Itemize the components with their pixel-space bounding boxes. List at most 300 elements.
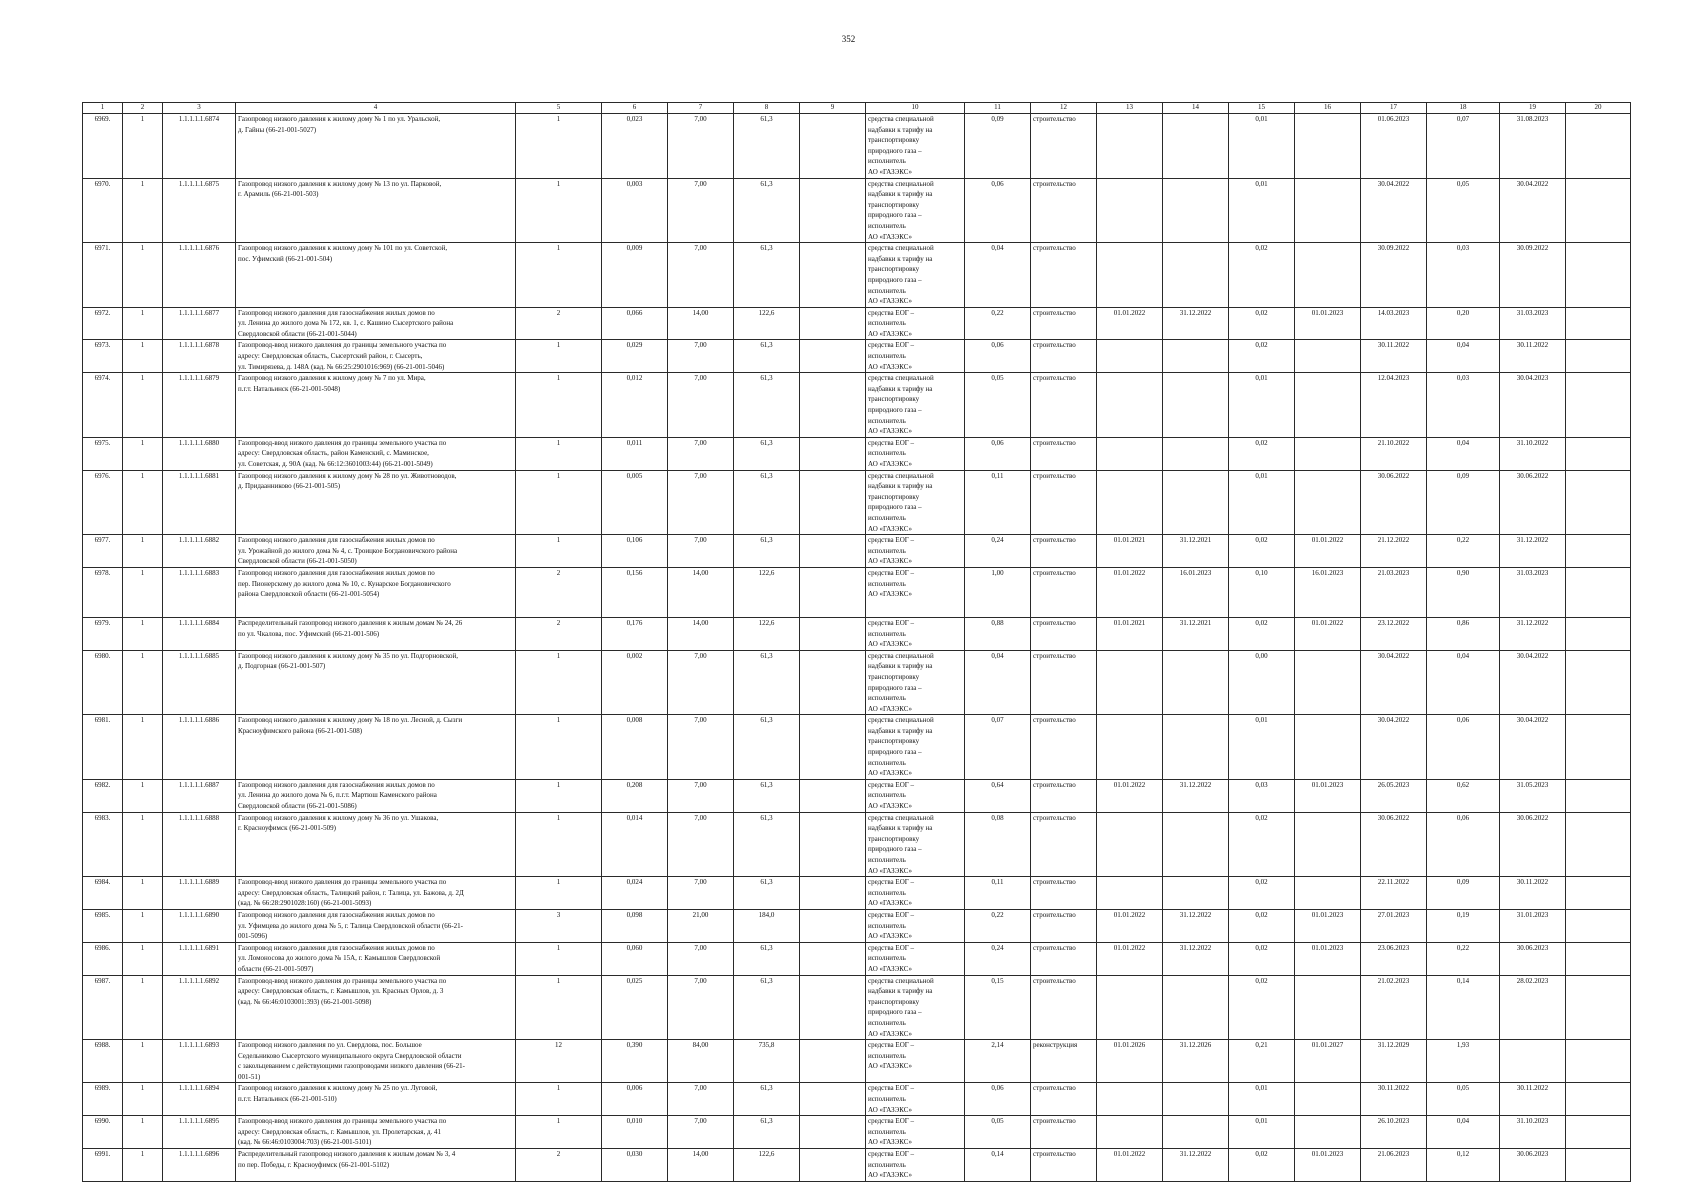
object-code: 1.1.1.1.1.6885 (163, 650, 236, 715)
row-number: 6973. (83, 340, 123, 373)
cell-col2: 1 (123, 975, 163, 1040)
cost-total: 0,04 (965, 650, 1031, 715)
date-col19: 31.08.2023 (1500, 114, 1566, 179)
cell-col2: 1 (123, 779, 163, 812)
cost-total: 0,24 (965, 535, 1031, 568)
date-col19: 31.03.2023 (1500, 307, 1566, 340)
commission-date: 30.11.2022 (1361, 340, 1427, 373)
funding-source: средства ЕОГ – исполнитель АО «ГАЗЭКС» (866, 340, 965, 373)
object-code: 1.1.1.1.1.6887 (163, 779, 236, 812)
start-date: 01.01.2022 (1097, 567, 1163, 617)
cell-col2: 1 (123, 1040, 163, 1083)
object-code: 1.1.1.1.1.6888 (163, 812, 236, 877)
length-km: 0,023 (602, 114, 668, 179)
cost-col18: 0,22 (1427, 535, 1500, 568)
cell-col20 (1566, 437, 1631, 470)
end-date (1163, 178, 1229, 243)
cell-col2: 1 (123, 178, 163, 243)
date-col19: 30.04.2022 (1500, 715, 1566, 780)
object-description: Газопровод низкого давления к жилому дому № 36 по ул. Ушакова, г. Красноуфимск (66-21-001-509) (236, 812, 516, 877)
quantity: 1 (516, 470, 602, 535)
start-date (1097, 1116, 1163, 1149)
value-col8: 61,3 (734, 812, 800, 877)
column-header-3: 3 (163, 103, 236, 114)
date-col16: 01.01.2022 (1295, 535, 1361, 568)
cost-col15: 0,02 (1229, 617, 1295, 650)
row-number: 6986. (83, 942, 123, 975)
cost-col18: 0,06 (1427, 812, 1500, 877)
length-km: 0,005 (602, 470, 668, 535)
work-type: строительство (1031, 942, 1097, 975)
capacity: 7,00 (668, 779, 734, 812)
capacity: 14,00 (668, 1149, 734, 1182)
funding-source: средства ЕОГ – исполнитель АО «ГАЗЭКС» (866, 1040, 965, 1083)
table-row (83, 975, 1631, 1040)
cost-col18: 0,12 (1427, 1149, 1500, 1182)
object-description: Газопровод низкого давления для газоснабжения жилых домов по пер. Пионерскому до жилого дома № 10, с. Кунарское Богдановичского района Свердловской области (66-21-001-5054) (236, 567, 516, 617)
date-col16: 01.01.2023 (1295, 307, 1361, 340)
column-header-8: 8 (734, 103, 800, 114)
end-date (1163, 437, 1229, 470)
cell-col2: 1 (123, 942, 163, 975)
length-km: 0,029 (602, 340, 668, 373)
table-row (83, 942, 1631, 975)
column-header-14: 14 (1163, 103, 1229, 114)
funding-source: средства ЕОГ – исполнитель АО «ГАЗЭКС» (866, 617, 965, 650)
cell-col20 (1566, 178, 1631, 243)
work-type: строительство (1031, 340, 1097, 373)
start-date (1097, 114, 1163, 179)
row-number: 6985. (83, 909, 123, 942)
column-header-11: 11 (965, 103, 1031, 114)
length-km: 0,002 (602, 650, 668, 715)
row-number: 6984. (83, 877, 123, 910)
quantity: 1 (516, 812, 602, 877)
cost-total: 0,64 (965, 779, 1031, 812)
object-code: 1.1.1.1.1.6896 (163, 1149, 236, 1182)
date-col19: 30.06.2022 (1500, 812, 1566, 877)
commission-date: 21.02.2023 (1361, 975, 1427, 1040)
date-col16 (1295, 373, 1361, 438)
quantity: 1 (516, 437, 602, 470)
column-header-20: 20 (1566, 103, 1631, 114)
quantity: 1 (516, 1083, 602, 1116)
date-col19: 30.11.2022 (1500, 877, 1566, 910)
cell-col9 (800, 617, 866, 650)
cost-total: 0,06 (965, 178, 1031, 243)
cost-col18: 0,04 (1427, 1116, 1500, 1149)
cost-col15: 0,02 (1229, 909, 1295, 942)
length-km: 0,176 (602, 617, 668, 650)
date-col16 (1295, 1116, 1361, 1149)
end-date (1163, 1083, 1229, 1116)
commission-date: 23.12.2022 (1361, 617, 1427, 650)
row-number: 6988. (83, 1040, 123, 1083)
table-row (83, 877, 1631, 910)
cell-col20 (1566, 1083, 1631, 1116)
object-description: Газопровод-ввод низкого давления до границы земельного участка по адресу: Свердловская область, г. Камышлов, ул. Пролетарская, д. 41 (кад. № 66:46:0103004:703) (66-21-001-5101) (236, 1116, 516, 1149)
length-km: 0,010 (602, 1116, 668, 1149)
commission-date: 14.03.2023 (1361, 307, 1427, 340)
value-col8: 61,3 (734, 650, 800, 715)
funding-source: средства ЕОГ – исполнитель АО «ГАЗЭКС» (866, 535, 965, 568)
cell-col2: 1 (123, 650, 163, 715)
object-code: 1.1.1.1.1.6893 (163, 1040, 236, 1083)
funding-source: средства ЕОГ – исполнитель АО «ГАЗЭКС» (866, 567, 965, 617)
value-col8: 61,3 (734, 877, 800, 910)
cell-col20 (1566, 909, 1631, 942)
capacity: 7,00 (668, 942, 734, 975)
object-description: Газопровод низкого давления к жилому дому № 25 по ул. Луговой, п.г.т. Натальинск (66-21-001-510) (236, 1083, 516, 1116)
table-row (83, 373, 1631, 438)
length-km: 0,014 (602, 812, 668, 877)
commission-date: 31.12.2029 (1361, 1040, 1427, 1083)
cost-col15: 0,01 (1229, 114, 1295, 179)
start-date: 01.01.2022 (1097, 942, 1163, 975)
column-header-10: 10 (866, 103, 965, 114)
date-col16 (1295, 243, 1361, 308)
start-date (1097, 715, 1163, 780)
cost-col15: 0,02 (1229, 975, 1295, 1040)
object-code: 1.1.1.1.1.6886 (163, 715, 236, 780)
table-row (83, 307, 1631, 340)
row-number: 6980. (83, 650, 123, 715)
length-km: 0,106 (602, 535, 668, 568)
work-type: строительство (1031, 812, 1097, 877)
date-col16 (1295, 650, 1361, 715)
start-date (1097, 243, 1163, 308)
cost-col18: 0,62 (1427, 779, 1500, 812)
length-km: 0,390 (602, 1040, 668, 1083)
column-header-12: 12 (1031, 103, 1097, 114)
work-type: строительство (1031, 975, 1097, 1040)
table-row (83, 650, 1631, 715)
cell-col20 (1566, 942, 1631, 975)
end-date (1163, 650, 1229, 715)
commission-date: 21.03.2023 (1361, 567, 1427, 617)
date-col16 (1295, 715, 1361, 780)
value-col8: 61,3 (734, 340, 800, 373)
row-number: 6971. (83, 243, 123, 308)
quantity: 1 (516, 178, 602, 243)
table-row (83, 470, 1631, 535)
commission-date: 30.09.2022 (1361, 243, 1427, 308)
work-type: строительство (1031, 650, 1097, 715)
end-date: 31.12.2021 (1163, 535, 1229, 568)
cell-col2: 1 (123, 812, 163, 877)
cell-col20 (1566, 975, 1631, 1040)
work-type: строительство (1031, 1083, 1097, 1116)
object-code: 1.1.1.1.1.6889 (163, 877, 236, 910)
cost-total: 0,05 (965, 1116, 1031, 1149)
cell-col20 (1566, 114, 1631, 179)
end-date: 16.01.2023 (1163, 567, 1229, 617)
cell-col20 (1566, 1149, 1631, 1182)
object-description: Газопровод низкого давления для газоснабжения жилых домов по ул. Ленина до жилого дома № 6, п.г.т. Мартюш Каменского района Свердловской области (66-21-001-5086) (236, 779, 516, 812)
object-description: Газопровод низкого давления к жилому дому № 1 по ул. Уральской, д. Гайны (66-21-001-5027) (236, 114, 516, 179)
value-col8: 61,3 (734, 1083, 800, 1116)
cell-col2: 1 (123, 567, 163, 617)
cell-col2: 1 (123, 1083, 163, 1116)
value-col8: 61,3 (734, 178, 800, 243)
table-row (83, 779, 1631, 812)
cost-col15: 0,02 (1229, 307, 1295, 340)
end-date (1163, 114, 1229, 179)
value-col8: 61,3 (734, 243, 800, 308)
cell-col20 (1566, 617, 1631, 650)
row-number: 6977. (83, 535, 123, 568)
capacity: 7,00 (668, 470, 734, 535)
column-header-2: 2 (123, 103, 163, 114)
object-description: Распределительный газопровод низкого давления к жилым домам № 3, 4 по пер. Победы, г. Красноуфимск (66-21-001-5102) (236, 1149, 516, 1182)
date-col16: 01.01.2023 (1295, 1149, 1361, 1182)
commission-date: 30.11.2022 (1361, 1083, 1427, 1116)
start-date (1097, 340, 1163, 373)
end-date (1163, 243, 1229, 308)
cost-col18: 0,07 (1427, 114, 1500, 179)
commission-date: 21.12.2022 (1361, 535, 1427, 568)
funding-source: средства ЕОГ – исполнитель АО «ГАЗЭКС» (866, 779, 965, 812)
length-km: 0,025 (602, 975, 668, 1040)
row-number: 6989. (83, 1083, 123, 1116)
date-col19: 30.06.2023 (1500, 1149, 1566, 1182)
end-date (1163, 877, 1229, 910)
work-type: реконструкция (1031, 1040, 1097, 1083)
capacity: 84,00 (668, 1040, 734, 1083)
capacity: 14,00 (668, 617, 734, 650)
length-km: 0,060 (602, 942, 668, 975)
object-code: 1.1.1.1.1.6883 (163, 567, 236, 617)
date-col16: 01.01.2023 (1295, 942, 1361, 975)
cell-col2: 1 (123, 617, 163, 650)
object-code: 1.1.1.1.1.6892 (163, 975, 236, 1040)
cell-col20 (1566, 373, 1631, 438)
object-description: Газопровод-ввод низкого давления до границы земельного участка по адресу: Свердловская область, Сысертский район, г. Сысерть, ул. Тимирязева, д. 148А (кад. № 66:25:2901016:969) (66-21-001-5046) (236, 340, 516, 373)
cost-col15: 0,01 (1229, 1083, 1295, 1116)
cost-total: 2,14 (965, 1040, 1031, 1083)
cell-col9 (800, 470, 866, 535)
column-header-16: 16 (1295, 103, 1361, 114)
value-col8: 61,3 (734, 114, 800, 179)
cell-col9 (800, 178, 866, 243)
cost-col18: 0,19 (1427, 909, 1500, 942)
column-header-15: 15 (1229, 103, 1295, 114)
start-date: 01.01.2022 (1097, 909, 1163, 942)
quantity: 1 (516, 114, 602, 179)
work-type: строительство (1031, 909, 1097, 942)
quantity: 1 (516, 243, 602, 308)
capacity: 7,00 (668, 1083, 734, 1116)
date-col16 (1295, 470, 1361, 535)
quantity: 1 (516, 779, 602, 812)
start-date: 01.01.2022 (1097, 779, 1163, 812)
funding-source: средства ЕОГ – исполнитель АО «ГАЗЭКС» (866, 1116, 965, 1149)
object-description: Газопровод-ввод низкого давления до границы земельного участка по адресу: Свердловская область, г. Камышлов, ул. Красных Орлов, д. 3 (кад. № 66:46:0103001:393) (66-21-001-5098) (236, 975, 516, 1040)
commission-date: 21.10.2022 (1361, 437, 1427, 470)
column-header-17: 17 (1361, 103, 1427, 114)
cell-col20 (1566, 715, 1631, 780)
start-date (1097, 877, 1163, 910)
length-km: 0,156 (602, 567, 668, 617)
quantity: 1 (516, 975, 602, 1040)
cell-col2: 1 (123, 373, 163, 438)
table-row (83, 535, 1631, 568)
cost-total: 0,15 (965, 975, 1031, 1040)
register-table (82, 102, 1631, 1182)
cost-total: 0,11 (965, 470, 1031, 535)
funding-source: средства специальной надбавки к тарифу на транспортировку природного газа – исполнитель АО «ГАЗЭКС» (866, 715, 965, 780)
length-km: 0,012 (602, 373, 668, 438)
value-col8: 122,6 (734, 307, 800, 340)
end-date (1163, 340, 1229, 373)
row-number: 6975. (83, 437, 123, 470)
cell-col2: 1 (123, 307, 163, 340)
cost-col18: 0,04 (1427, 650, 1500, 715)
object-code: 1.1.1.1.1.6884 (163, 617, 236, 650)
row-number: 6982. (83, 779, 123, 812)
cell-col20 (1566, 470, 1631, 535)
object-description: Газопровод низкого давления для газоснабжения жилых домов по ул. Ленина до жилого дома № 172, кв. 1, с. Кашино Сысертского района Свердловской области (66-21-001-5044) (236, 307, 516, 340)
end-date (1163, 373, 1229, 438)
row-number: 6969. (83, 114, 123, 179)
cost-col18: 0,06 (1427, 715, 1500, 780)
row-number: 6987. (83, 975, 123, 1040)
cost-col18: 0,05 (1427, 178, 1500, 243)
work-type: строительство (1031, 715, 1097, 780)
funding-source: средства специальной надбавки к тарифу на транспортировку природного газа – исполнитель АО «ГАЗЭКС» (866, 114, 965, 179)
value-col8: 61,3 (734, 942, 800, 975)
date-col19: 30.11.2022 (1500, 340, 1566, 373)
funding-source: средства ЕОГ – исполнитель АО «ГАЗЭКС» (866, 877, 965, 910)
value-col8: 61,3 (734, 975, 800, 1040)
cell-col9 (800, 909, 866, 942)
cell-col2: 1 (123, 243, 163, 308)
value-col8: 61,3 (734, 437, 800, 470)
cell-col9 (800, 1116, 866, 1149)
cost-col15: 0,01 (1229, 1116, 1295, 1149)
start-date: 01.01.2022 (1097, 1149, 1163, 1182)
date-col16 (1295, 178, 1361, 243)
funding-source: средства ЕОГ – исполнитель АО «ГАЗЭКС» (866, 1083, 965, 1116)
cell-col9 (800, 1083, 866, 1116)
cell-col9 (800, 877, 866, 910)
cost-total: 0,04 (965, 243, 1031, 308)
cost-total: 0,09 (965, 114, 1031, 179)
column-header-13: 13 (1097, 103, 1163, 114)
cost-total: 0,05 (965, 373, 1031, 438)
cost-col15: 0,02 (1229, 942, 1295, 975)
table-row (83, 909, 1631, 942)
funding-source: средства специальной надбавки к тарифу на транспортировку природного газа – исполнитель АО «ГАЗЭКС» (866, 373, 965, 438)
date-col19: 30.04.2022 (1500, 650, 1566, 715)
end-date (1163, 975, 1229, 1040)
commission-date: 30.06.2022 (1361, 812, 1427, 877)
capacity: 7,00 (668, 178, 734, 243)
cell-col20 (1566, 779, 1631, 812)
end-date (1163, 812, 1229, 877)
date-col19: 30.04.2023 (1500, 373, 1566, 438)
quantity: 2 (516, 1149, 602, 1182)
cell-col9 (800, 1040, 866, 1083)
date-col16 (1295, 975, 1361, 1040)
cell-col9 (800, 535, 866, 568)
cost-total: 0,06 (965, 340, 1031, 373)
object-description: Газопровод низкого давления к жилому дому № 13 по ул. Парковой, г. Арамиль (66-21-001-503) (236, 178, 516, 243)
date-col16: 01.01.2027 (1295, 1040, 1361, 1083)
object-code: 1.1.1.1.1.6891 (163, 942, 236, 975)
table-row (83, 1040, 1631, 1083)
cell-col20 (1566, 567, 1631, 617)
cell-col20 (1566, 812, 1631, 877)
object-description: Газопровод низкого давления для газоснабжения жилых домов по ул. Ломоносова до жилого дома № 15А, г. Камышлов Свердловской области (66-21-001-5097) (236, 942, 516, 975)
cost-col18: 0,03 (1427, 373, 1500, 438)
object-description: Газопровод низкого давления к жилому дому № 18 по ул. Лесной, д. Сызги Красноуфимского района (66-21-001-508) (236, 715, 516, 780)
cell-col9 (800, 373, 866, 438)
date-col16 (1295, 437, 1361, 470)
date-col16: 16.01.2023 (1295, 567, 1361, 617)
cost-total: 0,07 (965, 715, 1031, 780)
commission-date: 22.11.2022 (1361, 877, 1427, 910)
date-col19: 31.10.2022 (1500, 437, 1566, 470)
end-date: 31.12.2022 (1163, 779, 1229, 812)
commission-date: 30.04.2022 (1361, 715, 1427, 780)
commission-date: 30.06.2022 (1361, 470, 1427, 535)
length-km: 0,008 (602, 715, 668, 780)
object-code: 1.1.1.1.1.6894 (163, 1083, 236, 1116)
commission-date: 12.04.2023 (1361, 373, 1427, 438)
cost-total: 0,11 (965, 877, 1031, 910)
start-date: 01.01.2021 (1097, 535, 1163, 568)
end-date: 31.12.2022 (1163, 942, 1229, 975)
cell-col9 (800, 243, 866, 308)
object-description: Газопровод-ввод низкого давления до границы земельного участка по адресу: Свердловская область, район Каменский, с. Маминское, ул. Советская, д. 90А (кад. № 66:12:3601003:44) (66-21-001-5049) (236, 437, 516, 470)
commission-date: 26.10.2023 (1361, 1116, 1427, 1149)
cell-col9 (800, 650, 866, 715)
cost-col15: 0,03 (1229, 779, 1295, 812)
page-number: 352 (841, 34, 856, 44)
value-col8: 735,8 (734, 1040, 800, 1083)
cell-col2: 1 (123, 715, 163, 780)
cost-total: 0,88 (965, 617, 1031, 650)
quantity: 2 (516, 567, 602, 617)
cell-col2: 1 (123, 114, 163, 179)
capacity: 7,00 (668, 340, 734, 373)
value-col8: 61,3 (734, 373, 800, 438)
row-number: 6976. (83, 470, 123, 535)
row-number: 6983. (83, 812, 123, 877)
cost-total: 1,00 (965, 567, 1031, 617)
value-col8: 61,3 (734, 779, 800, 812)
cost-col15: 0,21 (1229, 1040, 1295, 1083)
work-type: строительство (1031, 114, 1097, 179)
cost-col15: 0,01 (1229, 715, 1295, 780)
cell-col2: 1 (123, 340, 163, 373)
capacity: 7,00 (668, 975, 734, 1040)
cost-col18: 0,03 (1427, 243, 1500, 308)
capacity: 7,00 (668, 877, 734, 910)
cost-col18: 0,86 (1427, 617, 1500, 650)
cost-col18: 0,14 (1427, 975, 1500, 1040)
cell-col9 (800, 975, 866, 1040)
cost-col18: 0,20 (1427, 307, 1500, 340)
value-col8: 61,3 (734, 1116, 800, 1149)
cost-col18: 0,05 (1427, 1083, 1500, 1116)
value-col8: 122,6 (734, 617, 800, 650)
cost-col18: 0,90 (1427, 567, 1500, 617)
cell-col9 (800, 715, 866, 780)
length-km: 0,208 (602, 779, 668, 812)
value-col8: 61,3 (734, 470, 800, 535)
